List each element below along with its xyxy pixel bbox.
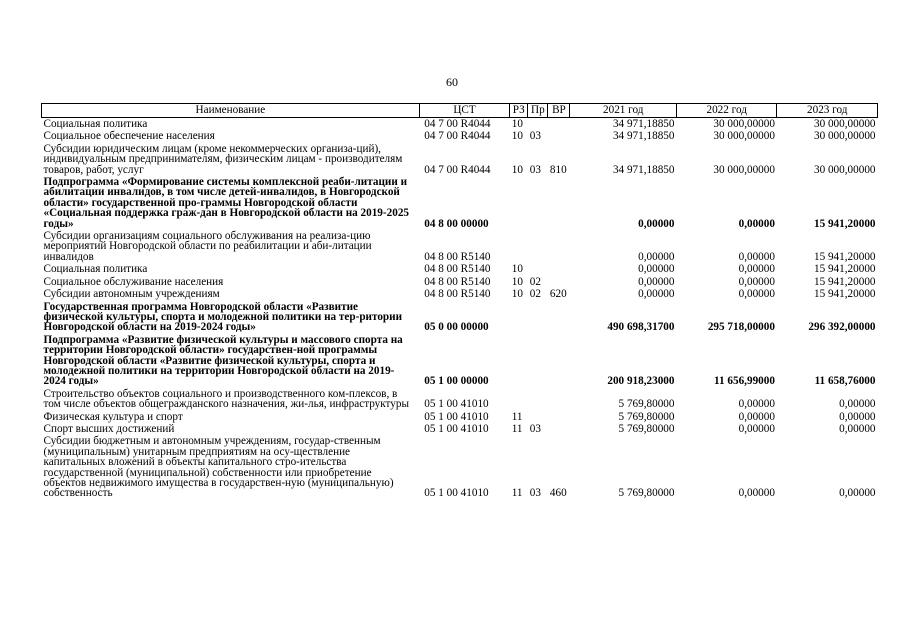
- cell-rz: 10: [511, 130, 523, 143]
- cell-2022: 0,00000: [738, 487, 775, 500]
- cell-cst: 04 8 00 R5140: [424, 250, 491, 263]
- cell-cst: 05 0 00 00000: [424, 321, 489, 334]
- cell-2022: 0,00000: [738, 263, 775, 276]
- cell-pr: [528, 334, 548, 388]
- cell-2022: 30 000,00000: [713, 163, 775, 176]
- cell-2023: 15 941,20000: [813, 263, 876, 276]
- cell-pr: [528, 176, 548, 230]
- cell-cst: 05 1 00 41010: [424, 422, 489, 435]
- cell-2021: 34 971,18850: [612, 118, 675, 130]
- table-row: [42, 423, 878, 435]
- cell-2023: 30 000,00000: [813, 163, 876, 176]
- cell-vr: [548, 230, 570, 263]
- cell-2021: 5 769,80000: [618, 487, 675, 500]
- cell-vr: [548, 411, 570, 423]
- cell-cst: 05 1 00 41010: [424, 410, 489, 423]
- cell-vr: [548, 118, 570, 131]
- cell-2022: 0,00000: [738, 410, 775, 423]
- cell-2021: 0,00000: [638, 217, 675, 230]
- cell-pr: 03: [529, 130, 541, 143]
- cell-name: Подпрограмма «Развитие физической культуры и массового спорта на территории Новгородской области» государствен-ной программы Новгородской области «Развитие физической культуры, спорта и молодежной политики на территории Новгородской области на 2019-2024 годы»: [43, 333, 403, 388]
- table-row: [42, 435, 878, 499]
- cell-cst: 04 8 00 R5140: [424, 275, 491, 288]
- cell-vr: [548, 176, 570, 230]
- cell-2023: 0,00000: [839, 487, 876, 500]
- cell-pr: 03: [529, 422, 541, 435]
- cell-cst: 05 1 00 41010: [424, 398, 489, 411]
- cell-name: Социальное обслуживание населения: [43, 275, 224, 288]
- cell-cst: 04 7 00 R4044: [424, 118, 491, 130]
- table-row: [42, 388, 878, 411]
- cell-pr: [528, 301, 548, 334]
- cell-2021: 5 769,80000: [618, 422, 675, 435]
- cell-2022: 0,00000: [738, 275, 775, 288]
- cell-rz: [510, 230, 528, 263]
- cell-rz: 10: [511, 288, 523, 301]
- cell-rz: 11: [511, 487, 523, 500]
- cell-2022: 0,00000: [738, 288, 775, 301]
- cell-vr: [548, 423, 570, 435]
- table-row: [42, 411, 878, 423]
- cell-2021: 0,00000: [638, 250, 675, 263]
- cell-2023: 0,00000: [839, 422, 876, 435]
- cell-rz: [510, 176, 528, 230]
- cell-rz: 11: [511, 410, 523, 423]
- cell-vr: [548, 276, 570, 288]
- table-row: [42, 143, 878, 176]
- cell-name: Строительство объектов социального и производственного ком-плексов, в том числе объектов общегражданского назначения, жи-лья, инфраструктуры: [43, 387, 409, 411]
- cell-rz: [510, 334, 528, 388]
- cell-2022: 0,00000: [738, 422, 775, 435]
- cell-pr: 03: [529, 163, 541, 176]
- cell-cst: 04 8 00 00000: [424, 217, 489, 230]
- column-header-vr: ВР: [548, 104, 570, 118]
- column-header-2023: 2023 год: [777, 104, 878, 118]
- cell-2021: 200 918,23000: [607, 375, 675, 388]
- cell-pr: 03: [529, 487, 541, 500]
- cell-cst: 04 8 00 R5140: [424, 288, 491, 301]
- table-row: [42, 118, 878, 131]
- column-header-pr: Пр: [528, 104, 548, 118]
- cell-rz: 10: [511, 263, 523, 276]
- cell-2022: 30 000,00000: [713, 130, 775, 143]
- cell-cst: 05 1 00 00000: [424, 375, 489, 388]
- cell-rz: 10: [511, 163, 523, 176]
- cell-name: Социальная политика: [43, 263, 148, 276]
- cell-2021: 34 971,18850: [612, 130, 675, 143]
- cell-rz: 10: [511, 275, 523, 288]
- cell-2022: 0,00000: [738, 250, 775, 263]
- cell-pr: [528, 118, 548, 131]
- cell-name: Субсидии автономным учреждениям: [43, 288, 220, 301]
- cell-2022: 0,00000: [738, 217, 775, 230]
- cell-cst: 04 7 00 R4044: [424, 163, 491, 176]
- cell-pr: [528, 411, 548, 423]
- cell-2023: 15 941,20000: [813, 288, 876, 301]
- cell-rz: 11: [511, 422, 523, 435]
- cell-vr: [548, 301, 570, 334]
- cell-name: Субсидии юридическим лицам (кроме некоммерческих организа-ций), индивидуальным предпринимателям, физическим лицам - производителям товаров, работ, услуг: [43, 142, 403, 176]
- cell-2021: 5 769,80000: [618, 398, 675, 411]
- cell-2021: 0,00000: [638, 288, 675, 301]
- table-header-row: [42, 104, 878, 118]
- cell-2023: 0,00000: [839, 398, 876, 411]
- cell-cst: 04 8 00 R5140: [424, 263, 491, 276]
- cell-vr: [548, 334, 570, 388]
- cell-name: Спорт высших достижений: [43, 422, 175, 435]
- column-header-2022: 2022 год: [676, 104, 776, 118]
- cell-name: Подпрограмма «Формирование системы комплексной реаби-литации и абилитации инвалидов, в том числе детей-инвалидов, в Новгородской области» государственной про-граммы Новгородской области «Социальная поддержка граж-дан в Новгородской области на 2019-2025 годы»: [43, 176, 410, 230]
- cell-name: Субсидии организациям социального обслуживания на реализа-цию мероприятий Новгородской области по реабилитации и аби-литации инвалидов: [43, 230, 372, 263]
- table-row: [42, 263, 878, 275]
- cell-2021: 490 698,31700: [607, 321, 675, 334]
- cell-cst: 05 1 00 41010: [424, 487, 489, 500]
- cell-2021: 0,00000: [638, 275, 675, 288]
- column-header-2021: 2021 год: [570, 104, 677, 118]
- cell-name: Социальное обеспечение населения: [43, 130, 215, 143]
- table-row: [42, 130, 878, 142]
- cell-name: Субсидии бюджетным и автономным учреждениям, государ-ственным (муниципальным) унитарным предприятиям на осу-ществление капитальных вложений в объекты капитального стро-ительства государственной (муниципальной) собственности или приобретение объектов недвижимого имущества в государствен-ную (муниципальную) собственность: [43, 435, 394, 500]
- cell-2021: 34 971,18850: [612, 163, 675, 176]
- cell-name: Социальная политика: [43, 118, 148, 130]
- cell-pr: [528, 388, 548, 411]
- cell-2023: 30 000,00000: [813, 118, 876, 130]
- cell-cst: 04 7 00 R4044: [424, 130, 491, 143]
- cell-2023: 15 941,20000: [813, 250, 876, 263]
- cell-vr: [548, 263, 570, 275]
- cell-pr: [528, 263, 548, 275]
- cell-vr: 460: [549, 487, 567, 500]
- cell-rz: 10: [511, 118, 523, 130]
- cell-pr: 02: [529, 275, 541, 288]
- cell-vr: [548, 388, 570, 411]
- table-row: [42, 176, 878, 230]
- column-header-rz: РЗ: [510, 104, 528, 118]
- cell-2023: 15 941,20000: [813, 217, 876, 230]
- cell-2022: 295 718,00000: [707, 321, 775, 334]
- budget-table: [41, 103, 878, 500]
- table-row: [42, 276, 878, 288]
- cell-vr: [548, 130, 570, 142]
- cell-2023: 30 000,00000: [813, 130, 876, 143]
- cell-vr: 810: [549, 163, 567, 176]
- table-row: [42, 334, 878, 388]
- cell-rz: [510, 301, 528, 334]
- cell-2022: 30 000,00000: [713, 118, 775, 130]
- cell-2023: 0,00000: [839, 410, 876, 423]
- table-body: [42, 118, 878, 500]
- table-row: [42, 230, 878, 263]
- page-number: 60: [446, 75, 458, 89]
- cell-2021: 0,00000: [638, 263, 675, 276]
- column-header-name: Наименование: [42, 104, 420, 118]
- cell-2022: 11 656,99000: [714, 375, 775, 388]
- table-row: [42, 301, 878, 334]
- table-row: [42, 288, 878, 300]
- cell-2023: 15 941,20000: [813, 275, 876, 288]
- cell-name: Физическая культура и спорт: [43, 410, 183, 423]
- cell-rz: [510, 388, 528, 411]
- cell-2022: 0,00000: [738, 398, 775, 411]
- cell-name: Государственная программа Новгородской области «Развитие физической культуры, спорта и молодежной политики на тер-ритории Новгородской области на 2019-2024 годы»: [43, 300, 403, 334]
- cell-pr: [528, 230, 548, 263]
- cell-2021: 5 769,80000: [618, 410, 675, 423]
- cell-2023: 296 392,00000: [808, 321, 876, 334]
- cell-vr: 620: [549, 288, 567, 301]
- cell-pr: 02: [529, 288, 541, 301]
- column-header-cst: ЦСТ: [419, 104, 509, 118]
- cell-2023: 11 658,76000: [814, 375, 876, 388]
